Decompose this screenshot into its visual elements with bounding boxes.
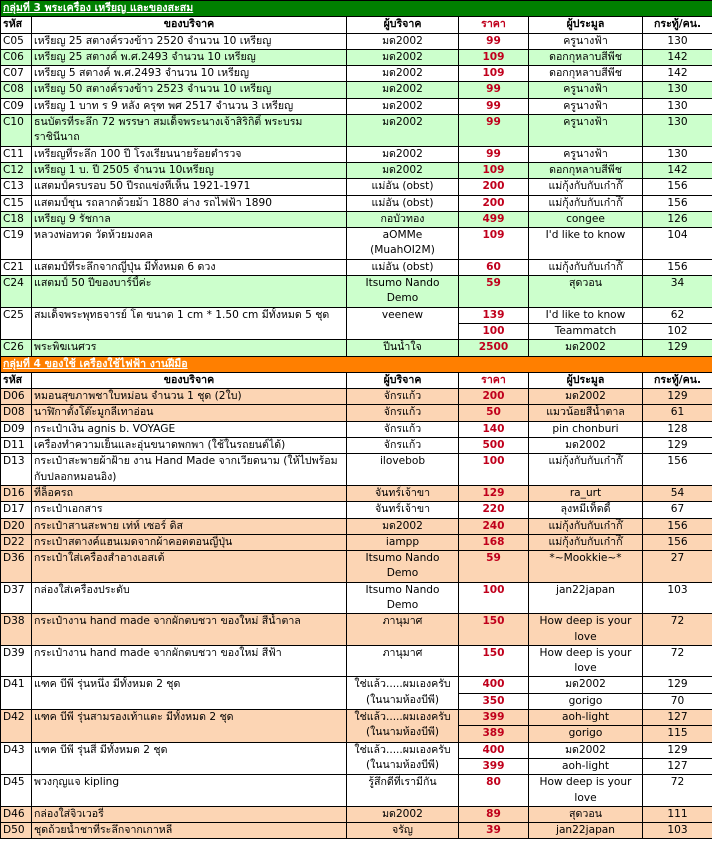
- winner-name: แม่กุ้งกับกับเก๋าก๊ี้: [529, 259, 643, 275]
- price-value: 59: [459, 551, 529, 583]
- winner-name: How deep is your love: [529, 775, 643, 807]
- post-id: 130: [643, 82, 712, 98]
- winner-name: ดอกกุหลาบสีพีช: [529, 66, 643, 82]
- price-value: 220: [459, 502, 529, 518]
- post-id: 156: [643, 179, 712, 195]
- item-code: D43: [1, 742, 32, 775]
- item-code: C24: [1, 276, 32, 308]
- header-price: ราคา: [459, 17, 529, 33]
- table-row: [1, 228, 712, 260]
- header-code: รหัส: [1, 372, 32, 388]
- table-row: [1, 276, 712, 308]
- header-winner: ผู้ประมูล: [529, 17, 643, 33]
- table-row: [1, 710, 712, 726]
- winner-name: jan22japan: [529, 582, 643, 614]
- post-id: 142: [643, 66, 712, 82]
- item-description: กระเป๋าสะพายผ้าฝ้าย งาน Hand Made จากเวียดนาม (ให้ไปพร้อมกับปลอกหมอนอิง): [32, 454, 347, 486]
- item-description: แฑค บีพี รุ่นสี่ มีทั้งหมด 2 ชุด: [32, 742, 347, 775]
- item-code: D22: [1, 534, 32, 550]
- header-row: [1, 17, 712, 33]
- post-id: 67: [643, 502, 712, 518]
- price-value: 99: [459, 82, 529, 98]
- table-row: [1, 389, 712, 405]
- item-code: D37: [1, 582, 32, 614]
- item-code: D45: [1, 775, 32, 807]
- donor-name: ilovebob: [347, 454, 459, 486]
- item-description: เหรียญ 9 รัชกาล: [32, 211, 347, 227]
- item-description: แสตมป์ 50 ปีของบาร์บี้ค่ะ: [32, 276, 347, 308]
- winner-name: มด2002: [529, 438, 643, 454]
- price-value: 99: [459, 115, 529, 147]
- price-value: 89: [459, 806, 529, 822]
- price-value: 60: [459, 259, 529, 275]
- winner-name: มด2002: [529, 389, 643, 405]
- donor-name: จักรแก้ว: [347, 405, 459, 421]
- winner-name: ดอกกุหลาบสีพีช: [529, 49, 643, 65]
- item-description: กระเป๋าสานสะพาย เท่ห์ เซอร์ ดิส: [32, 518, 347, 534]
- item-description: สมเด็จพระพุทธจารย์ โต ขนาด 1 cm * 1.50 cm มีทั้งหมด 5 ชุด: [32, 307, 347, 340]
- post-id: 126: [643, 211, 712, 227]
- post-id: 104: [643, 228, 712, 260]
- post-id: 127: [643, 758, 712, 774]
- item-description: พวงกุญแจ kipling: [32, 775, 347, 807]
- item-description: เหรียญ 25 สตางค์รวงข้าว 2520 จำนวน 10 เหรียญ: [32, 33, 347, 49]
- item-description: แสตมป์ครบรอบ 50 ปีรถแข่งที่เห็น 1921-1971: [32, 179, 347, 195]
- donor-name: มด2002: [347, 806, 459, 822]
- post-id: 102: [643, 323, 712, 339]
- post-id: 130: [643, 98, 712, 114]
- table-row: [1, 162, 712, 178]
- item-code: C06: [1, 49, 32, 65]
- table-row: [1, 66, 712, 82]
- price-value: 80: [459, 775, 529, 807]
- header-donor: ผู้บริจาค: [347, 17, 459, 33]
- winner-name: jan22japan: [529, 823, 643, 839]
- winner-name: มด2002: [529, 340, 643, 356]
- table-row: [1, 49, 712, 65]
- table-row: [1, 438, 712, 454]
- item-description: ธนบัตรที่ระลึก 72 พรรษา สมเด็จพระนางเจ้าสิริกิติ์ พระบรมราชินีนาถ: [32, 115, 347, 147]
- item-description: เหรียญ 1 บ. ปี 2505 จำนวน 10เหรียญ: [32, 162, 347, 178]
- item-description: กระเป๋าสตางค์แฮนเมดจากผ้าคอตตอนญี่ปุ่น: [32, 534, 347, 550]
- donor-name: มด2002: [347, 146, 459, 162]
- item-description: กระเป๋าเอกสาร: [32, 502, 347, 518]
- price-value: 399: [459, 758, 529, 774]
- price-value: 100: [459, 582, 529, 614]
- price-value: 2500: [459, 340, 529, 356]
- price-value: 350: [459, 693, 529, 709]
- post-id: 129: [643, 677, 712, 693]
- winner-name: สุดวอน: [529, 276, 643, 308]
- price-value: 400: [459, 677, 529, 693]
- post-id: 103: [643, 582, 712, 614]
- item-code: D17: [1, 502, 32, 518]
- table-row: [1, 518, 712, 534]
- price-value: 139: [459, 307, 529, 323]
- table-row: [1, 551, 712, 583]
- header-item: ของบริจาค: [32, 372, 347, 388]
- item-description: แสตมป์ชุน รถลากด้วยม้า 1880 ล่าง รถไฟฟ้า 1890: [32, 195, 347, 211]
- post-id: 156: [643, 534, 712, 550]
- post-id: 127: [643, 710, 712, 726]
- winner-name: Teammatch: [529, 323, 643, 339]
- winner-name: แม่กุ้งกับกับเก๋าก๊ี้: [529, 195, 643, 211]
- post-id: 156: [643, 259, 712, 275]
- header-winner: ผู้ประมูล: [529, 372, 643, 388]
- table-row: [1, 98, 712, 114]
- post-id: 61: [643, 405, 712, 421]
- item-code: D42: [1, 710, 32, 743]
- price-value: 39: [459, 823, 529, 839]
- donor-name: แม่อัน (obst): [347, 179, 459, 195]
- table-row: [1, 645, 712, 677]
- table-row: [1, 33, 712, 49]
- group-title-row: [1, 356, 712, 372]
- donor-name: รู้สึกดีที่เรามีกัน: [347, 775, 459, 807]
- item-code: D13: [1, 454, 32, 486]
- item-description: เหรียญ 1 บาท ร 9 หลัง ครุฑ พศ 2517 จำนวน 3 เหรียญ: [32, 98, 347, 114]
- post-id: 70: [643, 693, 712, 709]
- item-description: เครื่องทำความเย็นและอุ่นขนาดพกพา (ใช้ในรถยนต์ได้): [32, 438, 347, 454]
- table-row: [1, 179, 712, 195]
- post-id: 129: [643, 742, 712, 758]
- item-code: D09: [1, 421, 32, 437]
- group-title: กลุ่มที่ 3 พระเครื่อง เหรียญ และของสะสม: [1, 1, 712, 17]
- item-code: C26: [1, 340, 32, 356]
- post-id: 62: [643, 307, 712, 323]
- post-id: 130: [643, 115, 712, 147]
- post-id: 54: [643, 485, 712, 501]
- group-title-row: [1, 1, 712, 17]
- item-code: D36: [1, 551, 32, 583]
- donor-name: แม่อัน (obst): [347, 195, 459, 211]
- donor-name: ใช่แล้ว.....ผมเองครับ (ในนามห้องบีพี): [347, 742, 459, 775]
- item-description: หลวงพ่อทวด วัดห้วยมงคล: [32, 228, 347, 260]
- item-code: D38: [1, 614, 32, 646]
- price-value: 200: [459, 179, 529, 195]
- price-value: 399: [459, 710, 529, 726]
- post-id: 72: [643, 645, 712, 677]
- item-code: D16: [1, 485, 32, 501]
- price-value: 99: [459, 98, 529, 114]
- table-row: [1, 259, 712, 275]
- item-description: กล่องใส่เครื่องประดับ: [32, 582, 347, 614]
- item-description: กระเป๋างาน hand made จากผักตบชวา ของใหม่ สีฟ้า: [32, 645, 347, 677]
- winner-name: มด2002: [529, 677, 643, 693]
- winner-name: congee: [529, 211, 643, 227]
- donor-name: มด2002: [347, 49, 459, 65]
- table-row: [1, 775, 712, 807]
- item-code: D06: [1, 389, 32, 405]
- winner-name: ดอกกุหลาบสีพีช: [529, 162, 643, 178]
- table-row: [1, 582, 712, 614]
- header-donor: ผู้บริจาค: [347, 372, 459, 388]
- post-id: 130: [643, 146, 712, 162]
- item-description: เหรียญที่ระลึก 100 ปี โรงเรียนนายร้อยตำรวจ: [32, 146, 347, 162]
- item-code: C11: [1, 146, 32, 162]
- price-value: 400: [459, 742, 529, 758]
- donor-name: จันทร์เจ้าขา: [347, 485, 459, 501]
- table-row: [1, 534, 712, 550]
- table-row: [1, 677, 712, 693]
- price-value: 59: [459, 276, 529, 308]
- post-id: 72: [643, 775, 712, 807]
- winner-name: pin chonburi: [529, 421, 643, 437]
- winner-name: gorigo: [529, 693, 643, 709]
- winner-name: สุดวอน: [529, 806, 643, 822]
- item-code: C07: [1, 66, 32, 82]
- donor-name: แม่อัน (obst): [347, 259, 459, 275]
- winner-name: ra_urt: [529, 485, 643, 501]
- donor-name: ปีนน้ำใจ: [347, 340, 459, 356]
- price-value: 100: [459, 454, 529, 486]
- price-value: 499: [459, 211, 529, 227]
- header-code: รหัส: [1, 17, 32, 33]
- donor-name: มด2002: [347, 115, 459, 147]
- winner-name: aoh-light: [529, 758, 643, 774]
- item-description: แสตมป์ที่ระลึกจากญี่ปุ่น มีทั้งหมด 6 ดวง: [32, 259, 347, 275]
- item-description: กระเป๋าใส่เครื่องสำอางเอสเต้: [32, 551, 347, 583]
- item-code: D11: [1, 438, 32, 454]
- table-row: [1, 340, 712, 356]
- donor-name: Itsumo Nando Demo: [347, 551, 459, 583]
- item-description: พระพิฆเนศวร: [32, 340, 347, 356]
- item-description: เหรียญ 25 สตางค์ พ.ศ.2493 จำนวน 10 เหรียญ: [32, 49, 347, 65]
- table-row: [1, 485, 712, 501]
- price-value: 150: [459, 614, 529, 646]
- item-code: C25: [1, 307, 32, 340]
- price-value: 100: [459, 323, 529, 339]
- donor-name: จรัญ: [347, 823, 459, 839]
- post-id: 156: [643, 454, 712, 486]
- post-id: 103: [643, 823, 712, 839]
- item-description: เหรียญ 5 สตางค์ พ.ศ.2493 จำนวน 10 เหรียญ: [32, 66, 347, 82]
- winner-name: gorigo: [529, 726, 643, 742]
- table-row: [1, 211, 712, 227]
- donor-name: กอบัวทอง: [347, 211, 459, 227]
- winner-name: ครูนางฟ้า: [529, 146, 643, 162]
- table-row: [1, 806, 712, 822]
- header-post-id: กระทู้/คน.: [643, 17, 712, 33]
- donor-name: มด2002: [347, 518, 459, 534]
- winner-name: ครูนางฟ้า: [529, 115, 643, 147]
- item-code: D08: [1, 405, 32, 421]
- winner-name: แม่กุ้งกับกับเก๋าก๊ี้: [529, 454, 643, 486]
- header-item: ของบริจาค: [32, 17, 347, 33]
- item-description: เหรียญ 50 สตางค์รวงข้าว 2523 จำนวน 10 เหรียญ: [32, 82, 347, 98]
- donor-name: ใช่แล้ว.....ผมเองครับ (ในนามห้องบีพี): [347, 710, 459, 743]
- donor-name: จักรแก้ว: [347, 438, 459, 454]
- table-row: [1, 742, 712, 758]
- item-description: ชุดถ้วยน้ำชาที่ระลึกจากเกาหลี: [32, 823, 347, 839]
- post-id: 129: [643, 438, 712, 454]
- header-row: [1, 372, 712, 388]
- price-value: 200: [459, 195, 529, 211]
- item-code: C18: [1, 211, 32, 227]
- item-code: C15: [1, 195, 32, 211]
- winner-name: ครูนางฟ้า: [529, 82, 643, 98]
- price-value: 140: [459, 421, 529, 437]
- price-value: 109: [459, 162, 529, 178]
- price-value: 109: [459, 66, 529, 82]
- winner-name: aoh-light: [529, 710, 643, 726]
- price-value: 240: [459, 518, 529, 534]
- price-value: 109: [459, 228, 529, 260]
- winner-name: How deep is your love: [529, 645, 643, 677]
- winner-name: ลุงหมีเท็ดดี้: [529, 502, 643, 518]
- winner-name: แม่กุ้งกับกับเก๋าก๊ี้: [529, 179, 643, 195]
- item-code: C05: [1, 33, 32, 49]
- winner-name: แม่กุ้งกับกับเก๋าก๊ี้: [529, 518, 643, 534]
- donor-name: ภานุมาศ: [347, 614, 459, 646]
- price-value: 129: [459, 485, 529, 501]
- post-id: 111: [643, 806, 712, 822]
- table-row: [1, 454, 712, 486]
- price-value: 168: [459, 534, 529, 550]
- donor-name: จักรแก้ว: [347, 389, 459, 405]
- table-row: [1, 82, 712, 98]
- post-id: 156: [643, 518, 712, 534]
- item-code: C10: [1, 115, 32, 147]
- post-id: 142: [643, 162, 712, 178]
- post-id: 128: [643, 421, 712, 437]
- item-code: D41: [1, 677, 32, 710]
- item-code: C13: [1, 179, 32, 195]
- item-code: C12: [1, 162, 32, 178]
- donor-name: มด2002: [347, 82, 459, 98]
- donor-name: ใช่แล้ว.....ผมเองครับ (ในนามห้องบีพี): [347, 677, 459, 710]
- post-id: 27: [643, 551, 712, 583]
- item-code: C08: [1, 82, 32, 98]
- table-row: [1, 195, 712, 211]
- post-id: 142: [643, 49, 712, 65]
- group-title: กลุ่มที่ 4 ของใช้ เครื่องใช้ไฟฟ้า งานฝีมือ: [1, 356, 712, 372]
- item-code: C21: [1, 259, 32, 275]
- donor-name: มด2002: [347, 98, 459, 114]
- table-row: [1, 146, 712, 162]
- item-description: กล่องใส่จิวเวอรี่: [32, 806, 347, 822]
- price-value: 99: [459, 33, 529, 49]
- donor-name: iampp: [347, 534, 459, 550]
- winner-name: ครูนางฟ้า: [529, 98, 643, 114]
- winner-name: *~Mookkie~*: [529, 551, 643, 583]
- price-value: 99: [459, 146, 529, 162]
- winner-name: แม่กุ้งกับกับเก๋าก๊ี้: [529, 534, 643, 550]
- item-code: C19: [1, 228, 32, 260]
- item-description: แฑค บีพี รุ่นหนึ่ง มีทั้งหมด 2 ชุด: [32, 677, 347, 710]
- post-id: 115: [643, 726, 712, 742]
- table-row: [1, 421, 712, 437]
- winner-name: How deep is your love: [529, 614, 643, 646]
- donor-name: Itsumo Nando Demo: [347, 582, 459, 614]
- donor-name: aOMMe (MuahOI2M): [347, 228, 459, 260]
- donor-name: มด2002: [347, 162, 459, 178]
- winner-name: ครูนางฟ้า: [529, 33, 643, 49]
- donor-name: ภานุมาศ: [347, 645, 459, 677]
- item-code: D46: [1, 806, 32, 822]
- table-row: [1, 115, 712, 147]
- table-row: [1, 823, 712, 839]
- table-row: [1, 405, 712, 421]
- price-value: 389: [459, 726, 529, 742]
- price-value: 150: [459, 645, 529, 677]
- item-code: C09: [1, 98, 32, 114]
- price-value: 500: [459, 438, 529, 454]
- winner-name: I'd like to know: [529, 228, 643, 260]
- donor-name: veenew: [347, 307, 459, 340]
- item-description: ที่ล็อครถ: [32, 485, 347, 501]
- price-value: 109: [459, 49, 529, 65]
- winner-name: I'd like to know: [529, 307, 643, 323]
- post-id: 72: [643, 614, 712, 646]
- winner-name: มด2002: [529, 742, 643, 758]
- table-row: [1, 307, 712, 323]
- winner-name: แมวน้อยสีน้ำตาล: [529, 405, 643, 421]
- item-description: นาฬิกาตั้งโต๊ะมูกลีเทาอ่อน: [32, 405, 347, 421]
- price-value: 200: [459, 389, 529, 405]
- post-id: 156: [643, 195, 712, 211]
- post-id: 129: [643, 389, 712, 405]
- item-description: หมอนสุขภาพชาใบหม่อน จำนวน 1 ชุด (2ใบ): [32, 389, 347, 405]
- post-id: 34: [643, 276, 712, 308]
- donor-name: มด2002: [347, 66, 459, 82]
- item-description: กระเป๋างาน hand made จากผักตบชวา ของใหม่ สีน้ำตาล: [32, 614, 347, 646]
- header-post-id: กระทู้/คน.: [643, 372, 712, 388]
- donor-name: จันทร์เจ้าขา: [347, 502, 459, 518]
- item-code: D39: [1, 645, 32, 677]
- post-id: 129: [643, 340, 712, 356]
- donor-name: มด2002: [347, 33, 459, 49]
- table-row: [1, 502, 712, 518]
- donor-name: จักรแก้ว: [347, 421, 459, 437]
- donor-name: Itsumo Nando Demo: [347, 276, 459, 308]
- header-price: ราคา: [459, 372, 529, 388]
- item-code: D50: [1, 823, 32, 839]
- post-id: 130: [643, 33, 712, 49]
- item-code: D20: [1, 518, 32, 534]
- item-description: กระเป๋าเงิน agnis b. VOYAGE: [32, 421, 347, 437]
- table-row: [1, 614, 712, 646]
- item-description: แฑค บีพี รุ่นสามรองเท้าแตะ มีทั้งหมด 2 ชุด: [32, 710, 347, 743]
- price-value: 50: [459, 405, 529, 421]
